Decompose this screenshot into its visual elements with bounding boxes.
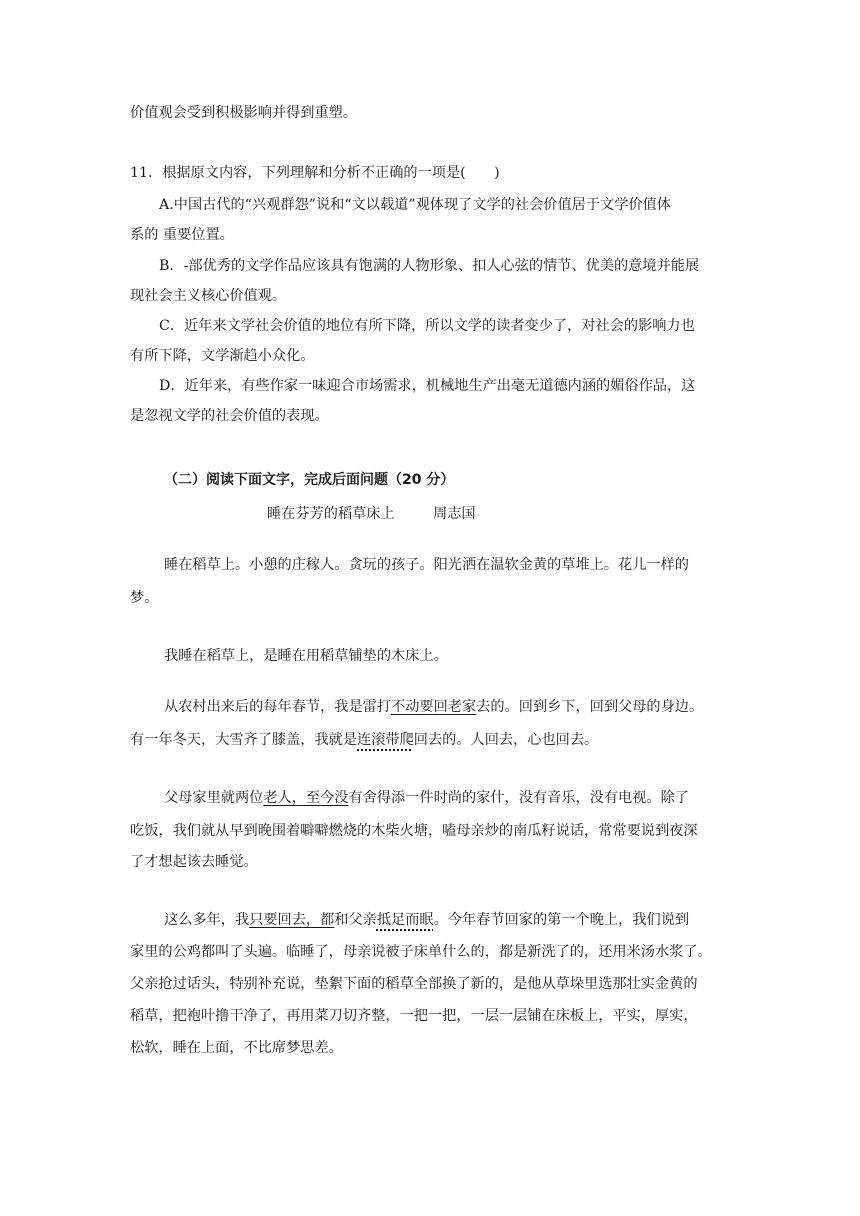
p3-text-c: 有一年冬天，大雪齐了膝盖，我就是 <box>130 732 358 748</box>
p4-text-b: 有舍得添一件时尚的家什，没有音乐，没有电视。除了 <box>348 790 689 806</box>
p4-line2: 吃饭，我们就从早到晚围着噼噼燃烧的木柴火塘，嗑母亲炒的南瓜籽说话，常常要说到夜深 <box>130 823 698 839</box>
article-title: 睡在芬芳的稻草床上 <box>267 506 395 522</box>
intro-tail: 价值观会受到积极影响并得到重塑。 <box>130 105 358 121</box>
underlined-phrase: 不动要回老家 <box>391 699 477 715</box>
section-heading: （二）阅读下面文字，完成后面问题（20 分） <box>164 472 455 488</box>
p1-line1: 睡在稻草上。小憩的庄稼人。贪玩的孩子。阳光洒在温软金黄的草堆上。花儿一样的 <box>164 557 689 573</box>
option-a-line2: 系的 重要位置。 <box>130 227 234 243</box>
option-b-line2: 现社会主义核心价值观。 <box>130 288 287 304</box>
option-c-line1: C．近年来文学社会价值的地位有所下降，所以文学的读者变少了，对社会的影响力也 <box>159 318 695 334</box>
p5-line4: 稻草，把袍叶撸干净了，再用菜刀切齐整，一把一把，一层一层铺在床板上，平实，厚实， <box>130 1008 698 1024</box>
paragraph-2: 我睡在稻草上，是睡在用稻草铺垫的木床上。 <box>164 648 448 664</box>
p3-line2 <box>130 730 598 750</box>
option-d-line2: 是忽视文学的社会价值的表现。 <box>130 408 329 424</box>
p5-text-a: 这么多年，我 <box>164 912 250 928</box>
p5-text-b: 和父亲 <box>334 912 377 928</box>
p1-line2: 梦。 <box>130 590 159 606</box>
p3-text-b: 去的。回到乡下，回到父母的身边。 <box>476 699 704 715</box>
p5-line1 <box>164 910 689 930</box>
option-c-line2: 有所下降，文学渐趋小众化。 <box>130 348 315 364</box>
question-stem: 11．根据原文内容，下列理解和分析不正确的一项是( ) <box>130 165 500 181</box>
p3-text-d: 回去的。人回去，心也回去。 <box>413 732 599 748</box>
p5-line3: 父亲抢过话头，特别补充说，垫絮下面的稻草全部换了新的，是他从草垛里选那壮实金黄的 <box>130 976 698 992</box>
p5-text-c: 。今年春节回家的第一个晚上，我们说到 <box>433 912 690 928</box>
p4-line1 <box>164 788 689 808</box>
article-author: 周志国 <box>433 506 476 522</box>
dotted-phrase: 连滚带爬 <box>357 732 414 748</box>
p5-line5: 松软，睡在上面，不比席梦思差。 <box>130 1040 343 1056</box>
p3-line1 <box>164 697 703 717</box>
underlined-phrase: 只要回去，都 <box>249 912 335 928</box>
p3-text-a: 从农村出来后的每年春节，我是雷打 <box>164 699 392 715</box>
dotted-phrase: 抵足而眠 <box>376 912 434 928</box>
option-b-line1: B．-部优秀的文学作品应该具有饱满的人物形象、扣人心弦的情节、优美的意境并能展 <box>159 258 700 274</box>
p4-text-a: 父母家里就两位 <box>164 790 264 806</box>
p4-line3: 了才想起该去睡觉。 <box>130 854 258 870</box>
option-d-line1: D．近年来，有些作家一味迎合市场需求，机械地生产出毫无道德内涵的媚俗作品，这 <box>159 378 696 394</box>
underlined-phrase: 老人，至今没 <box>263 790 349 806</box>
option-a-line1: A.中国古代的“兴观群怨”说和“文以载道”观体现了文学的社会价值居于文学价值体 <box>159 197 671 213</box>
p5-line2: 家里的公鸡都叫了头遍。临睡了，母亲说被子床单什么的，都是新洗了的，还用米汤水浆了。 <box>130 944 712 960</box>
